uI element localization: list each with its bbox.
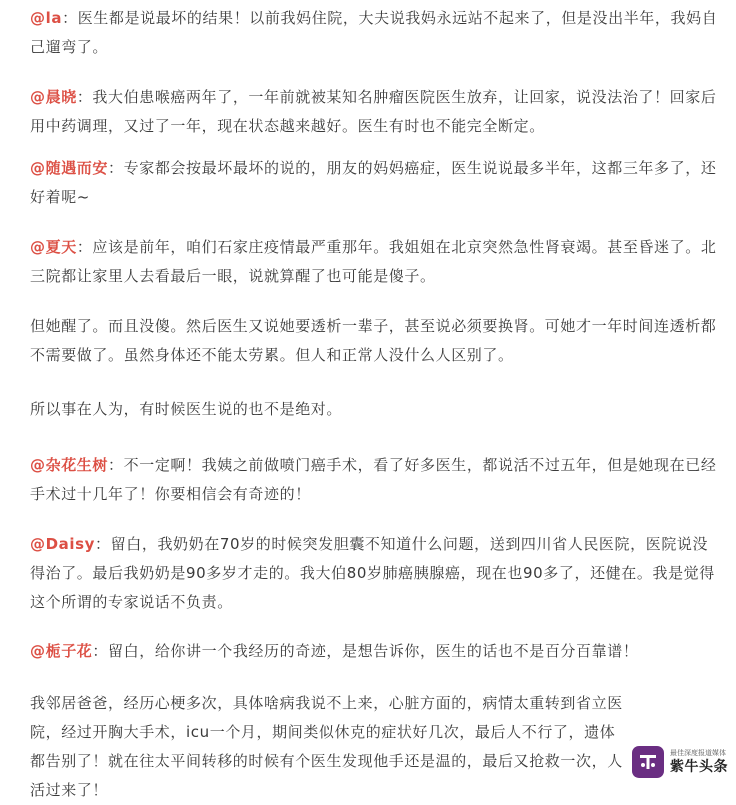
name-separator: ：: [108, 456, 124, 474]
comment-paragraph: [30, 233, 720, 291]
comment-paragraph: [30, 4, 720, 62]
comment-text: 不一定啊！我姨之前做喷门癌手术，看了好多医生，都说活不过五年，但是她现在已经手术过十几年了！你要相信会有奇迹的！: [30, 456, 717, 503]
commenter-name[interactable]: @杂花生树: [30, 456, 109, 474]
paragraph-text: 但她醒了。而且没傻。然后医生又说她要透析一辈子，甚至说必须要换肾。可她才一年时间连透析都不需要做了。虽然身体还不能太劳累。但人和正常人没什么人区别了。: [30, 317, 717, 364]
commenter-name[interactable]: @栀子花: [30, 642, 93, 660]
comment-text: 医生都是说最坏的结果！以前我妈住院，大夫说我妈永远站不起来了，但是没出半年，我妈自己遛弯了。: [30, 9, 718, 56]
commenter-name[interactable]: @Daisy: [30, 535, 96, 553]
comment-paragraph: [30, 530, 720, 617]
body-paragraph: [30, 312, 720, 370]
watermark-tagline: 最佳深度报道媒体: [670, 749, 726, 757]
commenter-name[interactable]: @晨晓: [30, 88, 77, 106]
name-separator: ：: [92, 642, 109, 660]
comment-paragraph: [30, 451, 720, 509]
name-separator: ：: [76, 88, 93, 106]
body-paragraph: [30, 395, 720, 424]
publisher-logo-icon: [632, 746, 664, 778]
name-separator: ：: [108, 159, 124, 177]
comment-paragraph: [30, 637, 720, 666]
comment-text: 专家都会按最坏最坏的说的，朋友的妈妈癌症，医生说说最多半年，这都三年多了，还好着呢~: [30, 159, 717, 206]
comment-text: 我大伯患喉癌两年了，一年前就被某知名肿瘤医院医生放弃，让回家，说没法治了！回家后用中药调理，又过了一年，现在状态越来越好。医生有时也不能完全断定。: [30, 88, 717, 135]
publisher-watermark: [632, 746, 728, 778]
commenter-name[interactable]: @夏天: [30, 238, 77, 256]
name-separator: ：: [95, 535, 111, 553]
comment-paragraph: [30, 154, 720, 212]
commenter-name[interactable]: @随遇而安: [30, 159, 109, 177]
paragraph-text: 我邻居爸爸，经历心梗多次，具体啥病我说不上来，心脏方面的，病情太重转到省立医院，经过开胸大手术，icu一个月，期间类似休克的症状好几次，最后人不行了，遗体都告别了！就在往太平间转移的时候有个医生发现他手还是温的，最后又抢救一次，人活过来了！: [30, 694, 623, 799]
comment-text: 留白，我奶奶在70岁的时候突发胆囊不知道什么问题，送到四川省人民医院，医院说没得治了。最后我奶奶是90多岁才走的。我大伯80岁肺癌胰腺癌，现在也90多了，还健在。我是觉得这个所谓的专家说话不负责。: [30, 535, 715, 611]
comment-text: 留白，给你讲一个我经历的奇迹，是想告诉你，医生的话也不是百分百靠谱！: [108, 642, 639, 660]
paragraph-text: 所以事在人为，有时候医生说的也不是绝对。: [30, 400, 343, 418]
commenter-name[interactable]: @la: [30, 9, 63, 27]
name-separator: ：: [62, 9, 78, 27]
comment-text: 应该是前年，咱们石家庄疫情最严重那年。我姐姐在北京突然急性肾衰竭。甚至昏迷了。北三院都让家里人去看最后一眼，说就算醒了也可能是傻子。: [30, 238, 717, 285]
comment-paragraph: [30, 83, 720, 141]
body-paragraph: [30, 689, 630, 805]
watermark-brand: 紫牛头条: [670, 759, 728, 775]
name-separator: ：: [76, 238, 93, 256]
